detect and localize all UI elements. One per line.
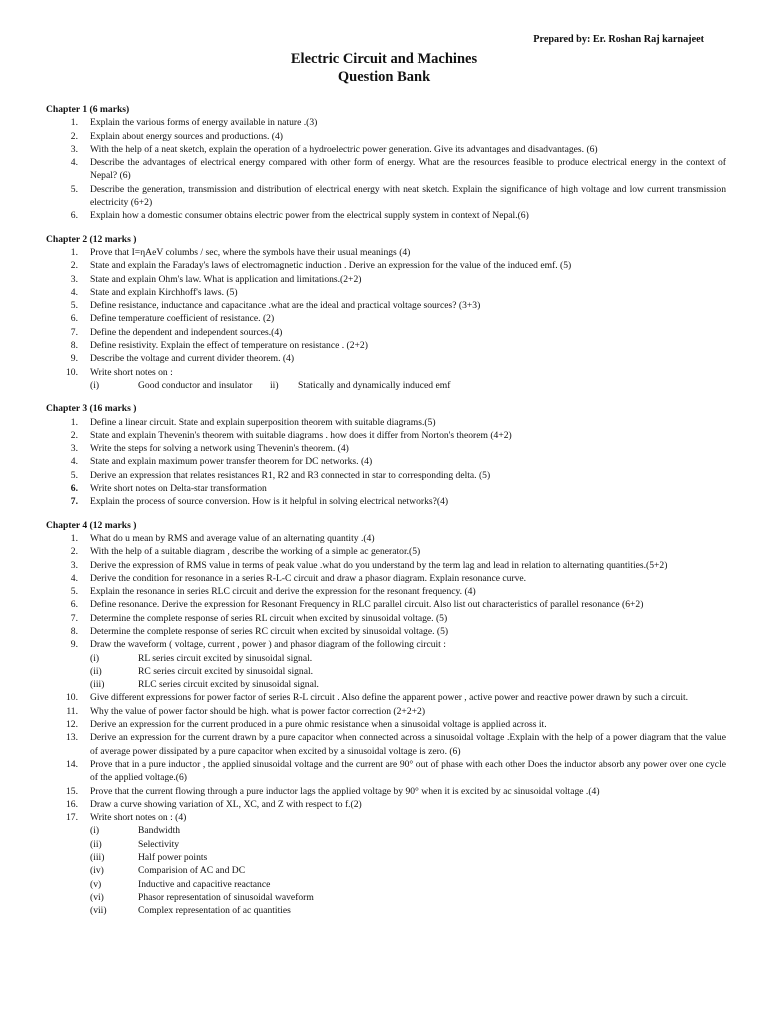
question-text: Derive an expression that relates resistances R1, R2 and R3 connected in star to corresponding delta. (5)	[90, 469, 491, 481]
sub-question-number: (ii)	[90, 838, 102, 850]
question-item	[46, 416, 726, 429]
question-text: Define resistivity. Explain the effect of temperature on resistance . (2+2)	[90, 340, 368, 352]
question-item	[46, 183, 726, 210]
sub-question-text: Bandwidth	[138, 825, 181, 837]
question-item	[46, 559, 726, 572]
chapter-section	[46, 233, 726, 393]
question-item	[46, 286, 726, 299]
question-number: 2.	[70, 546, 78, 558]
question-item	[46, 705, 726, 718]
question-number: 3.	[70, 143, 78, 155]
question-text: Prove that in a pure inductor , the applied sinusoidal voltage and the current are 90° out of phase with each other Does the inductor absorb any power over one cycle of the applied voltage.(6)	[90, 758, 726, 784]
sub-question-item	[46, 665, 726, 678]
question-text: Explain the various forms of energy available in nature .(3)	[90, 117, 318, 129]
question-text: Explain how a domestic consumer obtains electric power from the electrical supply system in context of Nepal.(6)	[90, 210, 529, 222]
question-number: 11.	[66, 705, 78, 717]
question-text: Define resonance. Derive the expression for Resonant Frequency in RLC parallel circuit. Also list out characteristics of parallel resonance (6+2)	[90, 599, 644, 611]
question-number: 1.	[70, 117, 78, 129]
question-text: With the help of a suitable diagram , describe the working of a simple ac generator.(5)	[90, 546, 421, 558]
question-text: Derive the condition for resonance in a series R-L-C circuit and draw a phasor diagram. Explain resonance curve.	[90, 572, 527, 584]
sub-question-number: (i)	[90, 379, 100, 391]
question-text: Describe the advantages of electrical energy compared with other form of energy. What are the resources feasible to produce electrical energy in the context of Nepal? (6)	[90, 157, 726, 182]
question-text: Determine the complete response of series RC circuit when excited by sinusoidal voltage. (5)	[90, 625, 449, 637]
question-number: 5.	[70, 183, 78, 195]
question-text: Why the value of power factor should be high. what is power factor correction (2+2+2)	[90, 705, 426, 717]
sub-question-item	[46, 838, 726, 851]
question-number: 4.	[70, 456, 78, 468]
question-item	[46, 143, 726, 156]
sub-question-item	[46, 851, 726, 864]
question-item	[46, 811, 726, 824]
question-number: 2.	[70, 429, 78, 441]
chapter-section	[46, 402, 726, 508]
question-item	[46, 273, 726, 286]
question-list	[46, 116, 726, 222]
question-text: Prove that the current flowing through a pure inductor lags the applied voltage by 90° when it is excited by ac sinusoidal voltage .(4)	[90, 785, 600, 797]
question-item	[46, 758, 726, 785]
question-text: Define a linear circuit. State and explain superposition theorem with suitable diagrams.(5)	[90, 416, 436, 428]
inline-sub-questions	[46, 379, 726, 392]
question-number: 10.	[66, 692, 78, 704]
sub-question-item	[46, 864, 726, 877]
question-number: 16.	[66, 798, 78, 810]
question-item	[46, 638, 726, 651]
question-text: Describe the generation, transmission and distribution of electrical energy with neat sketch. Explain the significance of high voltage and low current transmission electricity (6+2)	[90, 183, 726, 209]
question-item	[46, 429, 726, 442]
sub-question-text: Inductive and capacitive reactance	[138, 878, 271, 890]
question-item	[46, 598, 726, 611]
question-text: Prove that I=ηAeV columbs / sec, where the symbols have their usual meanings (4)	[90, 246, 411, 258]
sub-question-text: RL series circuit excited by sinusoidal signal.	[138, 652, 313, 664]
sub-question-item	[46, 878, 726, 891]
sub-question-text: RC series circuit excited by sinusoidal signal.	[138, 665, 314, 677]
chapter-heading: Chapter 3 (16 marks )	[46, 403, 137, 415]
sub-question-number: (ii)	[90, 665, 102, 677]
question-item	[46, 612, 726, 625]
question-number: 1.	[70, 532, 78, 544]
question-text: Define resistance, inductance and capacitance .what are the ideal and practical voltage sources? (3+3)	[90, 300, 481, 312]
question-number: 9.	[70, 639, 78, 651]
question-list	[46, 246, 726, 379]
chapter-heading: Chapter 4 (12 marks )	[46, 519, 137, 531]
question-item	[46, 545, 726, 558]
question-item	[46, 469, 726, 482]
question-text: Derive the expression of RMS value in terms of peak value .what do you understand by the term lag and lead in relation to alternating quantities.(5+2)	[90, 559, 668, 571]
chapter-heading: Chapter 2 (12 marks )	[46, 233, 137, 245]
question-text: State and explain maximum power transfer theorem for DC networks. (4)	[90, 456, 373, 468]
question-number: 17.	[66, 812, 78, 824]
sub-question-number: (iv)	[90, 865, 104, 877]
chapter-section	[46, 103, 726, 223]
question-text: Derive an expression for the current drawn by a pure capacitor when connected across a sinusoidal voltage .Explain with the help of a power diagram that the value of average power dissipated by a pure capacitor when excited by a sinusoidal voltage is zero. (6)	[90, 732, 726, 757]
question-number: 3.	[70, 559, 78, 571]
question-item	[46, 691, 726, 704]
question-item	[46, 246, 726, 259]
question-number: 8.	[70, 625, 78, 637]
question-number: 6.	[70, 313, 78, 325]
question-text: Write short notes on :	[90, 366, 173, 378]
question-text: Derive an expression for the current produced in a pure ohmic resistance when a sinusoidal voltage is applied across it.	[90, 719, 547, 731]
question-item	[46, 352, 726, 365]
question-item	[46, 585, 726, 598]
question-text: Write short notes on : (4)	[90, 812, 187, 824]
question-number: 1.	[70, 246, 78, 258]
sub-question-text: Complex representation of ac quantities	[138, 905, 291, 917]
question-text: Determine the complete response of series RL circuit when excited by sinusoidal voltage. (5)	[90, 612, 448, 624]
sub-question-number: ii)	[270, 379, 279, 391]
question-text: Draw a curve showing variation of XL, XC, and Z with respect to f.(2)	[90, 798, 362, 810]
question-item	[46, 625, 726, 638]
question-item	[46, 299, 726, 312]
question-text: Write short notes on Delta-star transformation	[90, 483, 267, 495]
chapter-heading: Chapter 1 (6 marks)	[46, 104, 130, 115]
question-item	[46, 482, 726, 495]
question-number: 5.	[70, 586, 78, 598]
sub-question-item	[46, 678, 726, 691]
sub-question-number: (i)	[90, 652, 100, 664]
question-item	[46, 572, 726, 585]
question-number: 2.	[70, 260, 78, 272]
question-number: 3.	[70, 273, 78, 285]
question-text: State and explain Thevenin's theorem with suitable diagrams . how does it differ from Norton's theorem (4+2)	[90, 429, 512, 441]
question-item	[46, 718, 726, 731]
question-item	[46, 731, 726, 758]
document-subtitle: Question Bank	[337, 69, 431, 85]
prepared-by: Prepared by: Er. Roshan Raj karnajeet	[533, 34, 704, 45]
sub-question-text: RLC series circuit excited by sinusoidal signal.	[138, 679, 319, 691]
question-text: With the help of a neat sketch, explain the operation of a hydroelectric power generation. Give its advantages and disadvantages. (6)	[90, 143, 598, 155]
question-text: Draw the waveform ( voltage, current , power ) and phasor diagram of the following circuit :	[90, 639, 446, 651]
sub-question-number: (iii)	[90, 679, 105, 691]
sub-question-number: (v)	[90, 878, 102, 890]
question-number: 9.	[70, 353, 78, 365]
question-text: Write the steps for solving a network using Thevenin's theorem. (4)	[90, 443, 349, 455]
question-item	[46, 130, 726, 143]
question-list	[46, 103, 726, 918]
question-number: 8.	[70, 340, 78, 352]
question-item	[46, 326, 726, 339]
question-text: Explain about energy sources and productions. (4)	[90, 130, 283, 142]
question-number: 1.	[70, 416, 78, 428]
chapter-section	[46, 519, 726, 918]
question-number: 6.	[70, 599, 78, 611]
question-item	[46, 259, 726, 272]
sub-question-text: Phasor representation of sinusoidal waveform	[138, 891, 314, 903]
question-number: 10.	[66, 366, 78, 378]
question-list	[46, 416, 726, 509]
question-item	[46, 312, 726, 325]
question-number: 2.	[70, 130, 78, 142]
question-item	[46, 116, 726, 129]
sub-question-item	[46, 904, 726, 917]
question-number: 5.	[70, 469, 78, 481]
sub-question-number: (iii)	[90, 852, 105, 864]
question-number: 6.	[70, 483, 78, 495]
question-item	[46, 442, 726, 455]
sub-question-text: Statically and dynamically induced emf	[298, 379, 451, 391]
sub-question-number: (vii)	[90, 905, 107, 917]
question-item	[46, 455, 726, 468]
question-number: 4.	[70, 286, 78, 298]
question-item	[46, 785, 726, 798]
question-item	[46, 209, 726, 222]
question-text: State and explain Kirchhoff's laws. (5)	[90, 286, 238, 298]
question-item	[46, 156, 726, 183]
sub-question-number: (i)	[90, 825, 100, 837]
sub-question-item	[46, 652, 726, 665]
sub-question-item	[46, 824, 726, 837]
question-number: 15.	[66, 785, 78, 797]
question-number: 7.	[70, 496, 78, 508]
question-item	[46, 495, 726, 508]
question-number: 14.	[66, 758, 78, 770]
question-number: 7.	[70, 326, 78, 338]
question-text: Describe the voltage and current divider theorem. (4)	[90, 353, 295, 365]
question-number: 4.	[70, 572, 78, 584]
question-text: State and explain the Faraday's laws of electromagnetic induction . Derive an expression for the value of the induced emf. (5)	[90, 260, 572, 272]
question-item	[46, 798, 726, 811]
question-text: Define temperature coefficient of resistance. (2)	[90, 313, 275, 325]
sub-question-text: Good conductor and insulator	[138, 379, 253, 391]
question-number: 5.	[70, 300, 78, 312]
sub-question-text: Half power points	[138, 852, 208, 864]
question-text: Give different expressions for power factor of series R-L circuit . Also define the apparent power , active power and reactive power drawn by such a circuit.	[90, 692, 689, 704]
question-item	[46, 339, 726, 352]
sub-question-text: Selectivity	[138, 838, 180, 850]
sub-question-text: Comparision of AC and DC	[138, 865, 246, 877]
question-text: Explain the process of source conversion. How is it helpful in solving electrical networks?(4)	[90, 496, 449, 508]
question-number: 3.	[70, 443, 78, 455]
sub-question-item	[46, 891, 726, 904]
question-number: 13.	[66, 732, 78, 744]
question-text: State and explain Ohm's law. What is application and limitations.(2+2)	[90, 273, 362, 285]
question-text: What do u mean by RMS and average value of an alternating quantity .(4)	[90, 532, 375, 544]
question-list	[46, 532, 726, 918]
question-number: 6.	[70, 210, 78, 222]
sub-question-number: (vi)	[90, 891, 104, 903]
question-text: Define the dependent and independent sources.(4)	[90, 326, 283, 338]
question-number: 12.	[66, 719, 78, 731]
question-text: Explain the resonance in series RLC circuit and derive the expression for the resonant frequency. (4)	[90, 586, 476, 598]
question-number: 4.	[70, 157, 78, 169]
document-title: Electric Circuit and Machines	[290, 51, 478, 67]
question-item	[46, 366, 726, 379]
question-number: 7.	[70, 612, 78, 624]
question-item	[46, 532, 726, 545]
